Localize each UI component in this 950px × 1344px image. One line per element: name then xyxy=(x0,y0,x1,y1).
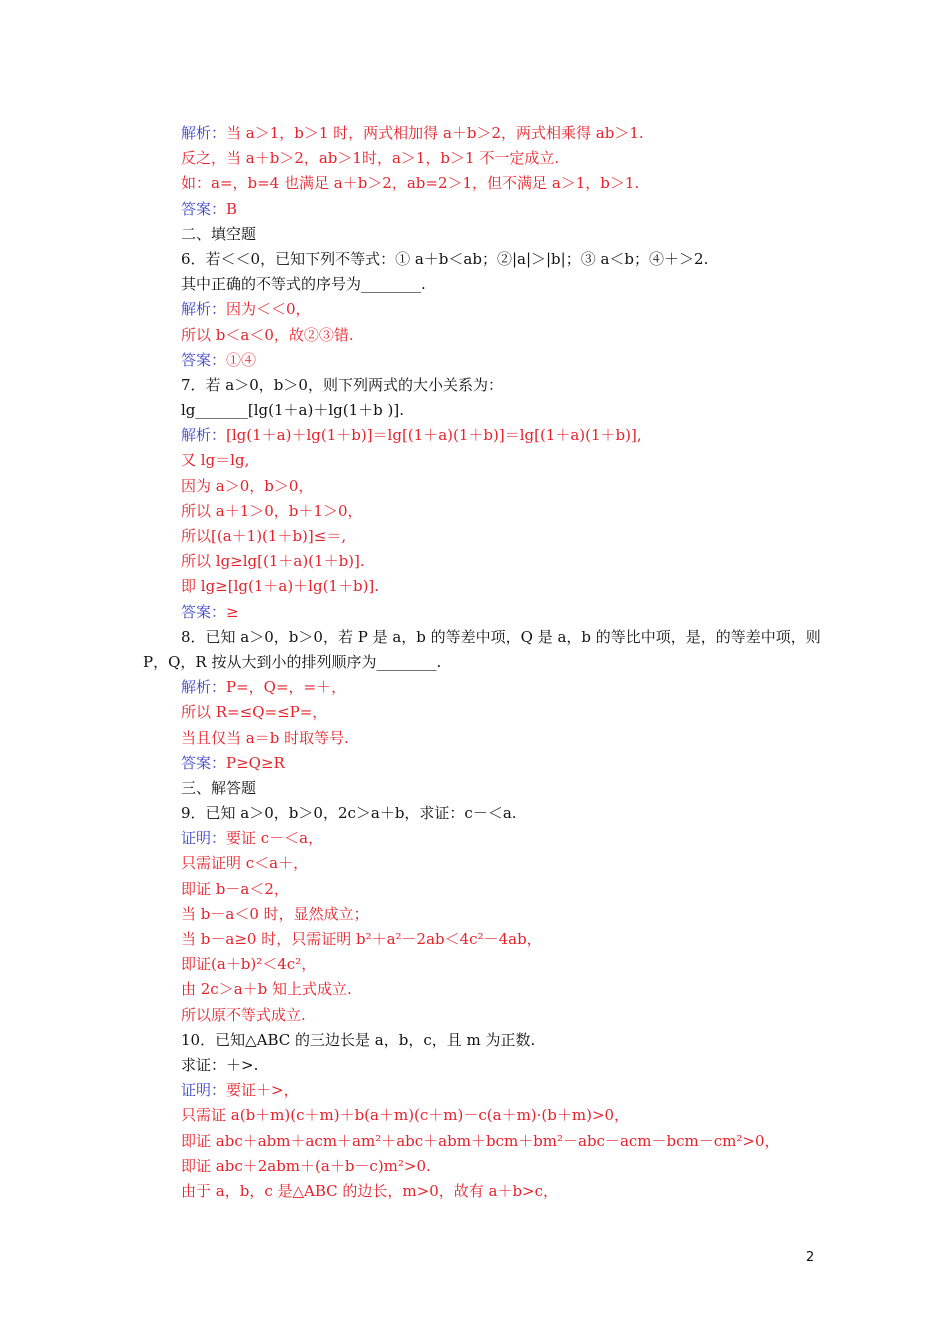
line-text: 所以[(a＋1)(1＋b)]≤＝, xyxy=(181,527,347,545)
line-text: 所以 R=≤Q=≤P=， xyxy=(181,703,328,722)
line-text: lg_______[lg(1＋a)＋lg(1＋b )]. xyxy=(181,401,404,420)
text-line xyxy=(181,851,821,876)
line-text: B xyxy=(226,199,238,218)
line-text: P=，Q=，=＋， xyxy=(226,678,347,697)
line-text: 即证 b－a＜2， xyxy=(181,879,289,898)
line-text: 只需证 a(b＋m)(c＋m)＋b(a＋m)(c＋m)－c(a＋m)·(b＋m)>0， xyxy=(181,1106,630,1125)
line-label: 解析： xyxy=(181,124,227,142)
line-text: 其中正确的不等式的序号为________. xyxy=(181,275,426,294)
line-text: 当且仅当 a＝b 时取等号. xyxy=(181,728,349,747)
text-line xyxy=(181,927,821,952)
text-line xyxy=(181,726,821,751)
text-line xyxy=(143,650,821,675)
line-text: 因为＜＜0， xyxy=(226,300,311,319)
text-line xyxy=(181,1053,821,1078)
line-label: 答案： xyxy=(181,350,227,369)
line-label: 答案： xyxy=(181,199,227,218)
text-line xyxy=(181,448,821,473)
line-text: 即证 abc＋2abm＋(a＋b－c)m²>0. xyxy=(181,1156,431,1175)
line-text: 二、填空题 xyxy=(181,224,257,243)
line-text: 由于 a，b，c 是△ABC 的边长，m>0，故有 a＋b>c， xyxy=(181,1181,559,1200)
text-line xyxy=(181,121,821,146)
line-text: 要证 c－＜a， xyxy=(226,829,324,848)
text-line xyxy=(181,222,821,247)
text-line xyxy=(181,877,821,902)
line-text: 只需证明 c＜a＋， xyxy=(181,854,309,873)
line-label: 解析： xyxy=(181,426,227,445)
line-text: 由 2c＞a＋b 知上式成立. xyxy=(181,980,352,999)
line-text: 7．若 a＞0，b＞0，则下列两式的大小关系为： xyxy=(181,375,503,394)
line-label: 解析： xyxy=(181,678,227,697)
line-text: ≥ xyxy=(226,602,239,621)
text-line xyxy=(181,373,821,398)
line-text: 当 b－a≥0 时，只需证明 b²＋a²－2ab＜4c²－4ab， xyxy=(181,930,542,948)
line-text: 所以 a＋1＞0，b＋1＞0， xyxy=(181,501,363,520)
text-line xyxy=(181,776,821,801)
line-label: 答案： xyxy=(181,753,227,772)
line-label: 证明： xyxy=(181,829,227,848)
text-line xyxy=(181,1103,821,1128)
line-text: 要证＋>， xyxy=(226,1081,299,1100)
line-text: 6．若＜＜0，已知下列不等式：① a＋b＜ab；②|a|＞|b|；③ a＜b；④＋＞2. xyxy=(181,249,709,268)
text-line xyxy=(181,1028,821,1053)
text-line xyxy=(181,146,821,171)
line-text: 即证(a＋b)²＜4c²， xyxy=(181,955,317,974)
line-text: P≥Q≥R xyxy=(226,753,285,772)
line-text: 即证 abc＋abm＋acm＋am²＋abc＋abm＋bcm＋bm²－abc－acm－bcm－cm²>0， xyxy=(181,1131,780,1150)
line-text: 当 a＞1，b＞1 时，两式相加得 a＋b＞2，两式相乘得 ab＞1. xyxy=(226,124,644,142)
text-line xyxy=(181,171,821,196)
line-text: 所以 b＜a＜0，故②③错. xyxy=(181,325,354,344)
text-line xyxy=(181,826,821,851)
text-line xyxy=(181,1003,821,1028)
text-line xyxy=(181,1129,821,1154)
text-line xyxy=(181,600,821,625)
text-line xyxy=(181,272,821,297)
text-line xyxy=(181,700,821,725)
text-line xyxy=(181,398,821,423)
line-text: 10．已知△ABC 的三边长是 a，b，c，且 m 为正数. xyxy=(181,1030,536,1049)
text-line xyxy=(181,499,821,524)
text-line xyxy=(181,977,821,1002)
text-line xyxy=(181,524,821,549)
text-line xyxy=(181,474,821,499)
text-line xyxy=(181,1179,821,1204)
text-line xyxy=(181,751,821,776)
text-line xyxy=(181,348,821,373)
line-text: 8．已知 a＞0，b＞0，若 P 是 a，b 的等差中项，Q 是 a，b 的等比中项，是，的等差中项，则 xyxy=(181,627,821,646)
line-text: 又 lg＝lg, xyxy=(181,451,250,470)
line-text: [lg(1＋a)＋lg(1＋b)]＝lg[(1＋a)(1＋b)]＝lg[(1＋a)(1＋b)], xyxy=(226,426,642,445)
line-label: 证明： xyxy=(181,1081,227,1100)
line-text: 当 b－a＜0 时，显然成立； xyxy=(181,904,369,923)
text-line xyxy=(181,625,821,650)
text-line xyxy=(181,549,821,574)
line-text: ①④ xyxy=(226,350,257,369)
text-line xyxy=(181,902,821,927)
line-text: 三、解答题 xyxy=(181,778,257,797)
text-line xyxy=(181,1154,821,1179)
line-label: 解析： xyxy=(181,300,227,319)
document-body xyxy=(143,121,821,1204)
text-line xyxy=(181,574,821,599)
line-text: 求证：＋>. xyxy=(181,1055,259,1074)
text-line xyxy=(181,197,821,222)
text-line xyxy=(181,247,821,272)
line-text: 因为 a＞0，b＞0， xyxy=(181,476,314,495)
text-line xyxy=(181,675,821,700)
line-text: 所以原不等式成立. xyxy=(181,1005,306,1024)
text-line xyxy=(181,297,821,322)
text-line xyxy=(181,323,821,348)
line-text: P，Q，R 按从大到小的排列顺序为________. xyxy=(143,652,442,671)
line-text: 所以 lg≥lg[(1＋a)(1＋b)]. xyxy=(181,552,365,571)
line-label: 答案： xyxy=(181,602,227,621)
text-line xyxy=(181,801,821,826)
line-text: 如：a=，b=4 也满足 a＋b＞2，ab=2＞1，但不满足 a＞1，b＞1. xyxy=(181,174,640,193)
page-number: 2 xyxy=(806,1250,815,1265)
line-text: 反之，当 a＋b＞2，ab＞1时，a＞1，b＞1 不一定成立. xyxy=(181,149,560,168)
line-text: 9．已知 a＞0，b＞0，2c＞a＋b，求证：c－＜a. xyxy=(181,804,517,823)
text-line xyxy=(181,423,821,448)
line-text: 即 lg≥[lg(1＋a)＋lg(1＋b)]. xyxy=(181,577,380,596)
text-line xyxy=(181,1078,821,1103)
text-line xyxy=(181,952,821,977)
